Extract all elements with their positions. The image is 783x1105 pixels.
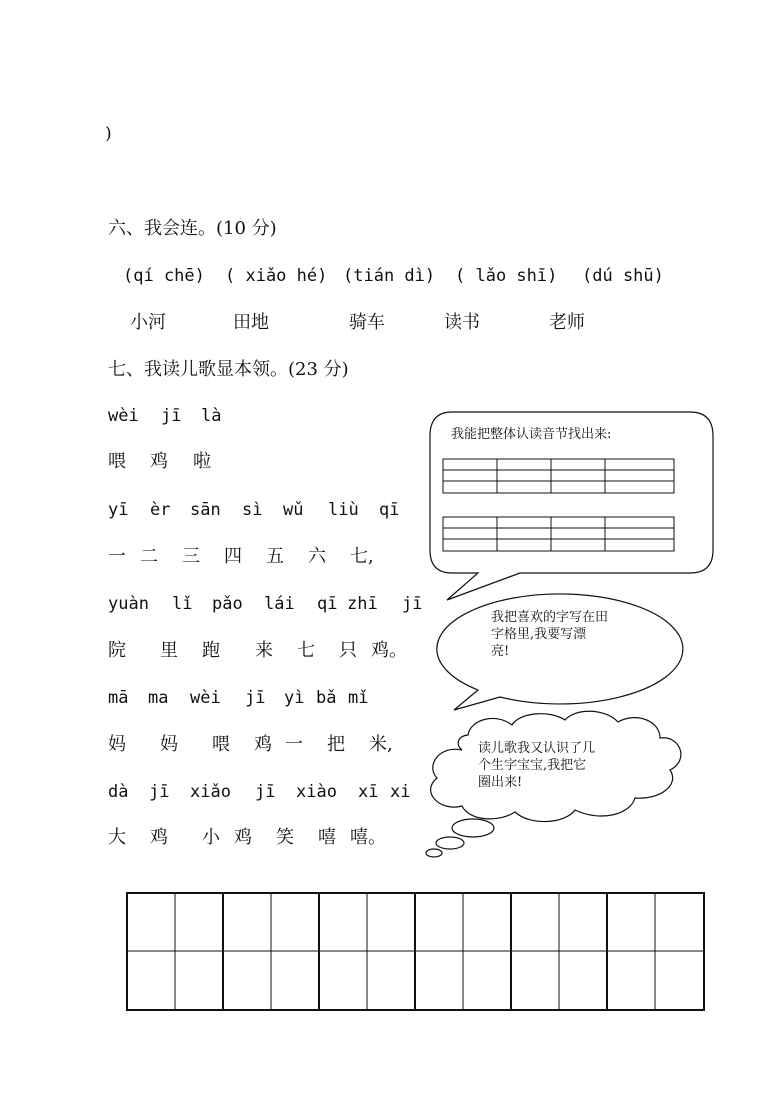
bubble-3-line-3: 圈出来! (478, 775, 523, 790)
word-tian-di: 田地 (233, 312, 269, 333)
poem-pinyin: èr (150, 500, 171, 520)
pinyin-qi-che: (qí chē) (123, 266, 205, 286)
poem-hanzi: 妈 (160, 734, 178, 755)
poem-hanzi: 三 (182, 546, 200, 567)
poem-pinyin: bǎ (316, 688, 337, 708)
pinyin-lao-shi: ( lǎo shī) (455, 266, 558, 286)
poem-hanzi: 米, (369, 734, 393, 755)
poem-pinyin: jī (245, 688, 266, 708)
poem-pinyin: yì (284, 688, 305, 708)
bubble-2-line-3: 亮! (491, 644, 510, 659)
poem-pinyin: ma (148, 688, 169, 708)
poem-hanzi: 一 (285, 734, 303, 755)
poem-pinyin: yuàn (108, 594, 149, 614)
poem-pinyin: jī (161, 406, 182, 426)
bubble-2-line-1: 我把喜欢的字写在田 (491, 610, 609, 625)
poem-pinyin: zhī (347, 594, 378, 614)
poem-pinyin: jī (149, 782, 170, 802)
poem-hanzi: 跑 (202, 640, 220, 661)
tianzige-writing-grid (127, 893, 704, 1010)
bubble-1-text: 我能把整体认读音节找出来: (451, 427, 612, 442)
poem-hanzi: 鸡。 (371, 640, 407, 661)
pinyin-xiao-he: ( xiǎo hé) (225, 266, 328, 286)
poem-pinyin: qī (317, 594, 338, 614)
poem-pinyin: yī (108, 500, 129, 520)
word-du-shu: 读书 (444, 312, 480, 333)
pinyin-tian-di: (tián dì) (343, 266, 436, 286)
section-6-title: 六、我会连。(10 分) (108, 218, 277, 239)
bubble-2-line-2: 字格里,我要写漂 (491, 627, 587, 642)
poem-pinyin: mā (108, 688, 129, 708)
thought-dot-medium (436, 837, 464, 849)
word-qi-che: 骑车 (349, 312, 385, 333)
poem-pinyin: dà (108, 782, 129, 802)
poem-pinyin: pǎo (212, 594, 243, 614)
poem-hanzi: 嘻。 (350, 827, 386, 848)
word-xiao-he: 小河 (130, 312, 166, 333)
poem-hanzi: 五 (266, 546, 284, 567)
poem-hanzi: 喂 (108, 451, 126, 472)
poem-hanzi: 四 (224, 546, 242, 567)
poem-pinyin: xi (390, 782, 411, 802)
poem-hanzi: 妈 (108, 734, 126, 755)
poem-hanzi: 把 (327, 734, 345, 755)
poem-hanzi: 里 (160, 640, 178, 661)
poem-pinyin: jī (255, 782, 276, 802)
pinyin-du-shu: (dú shū) (582, 266, 664, 286)
thought-dot-large (452, 819, 494, 837)
poem-pinyin: lǐ (172, 594, 193, 614)
poem-hanzi: 七 (297, 640, 315, 661)
poem-hanzi: 鸡 (150, 451, 168, 472)
poem-pinyin: jī (402, 594, 423, 614)
poem-pinyin: qī (379, 500, 400, 520)
poem-hanzi: 只 (339, 640, 357, 661)
poem-pinyin: là (201, 406, 222, 426)
poem-pinyin: xī (358, 782, 379, 802)
poem-pinyin: xiào (296, 782, 337, 802)
poem-pinyin: liù (328, 500, 359, 520)
poem-pinyin: lái (264, 594, 295, 614)
poem-hanzi: 大 (108, 827, 126, 848)
poem-hanzi: 二 (140, 546, 158, 567)
poem-pinyin: wǔ (283, 500, 304, 520)
poem-pinyin: xiǎo (190, 782, 231, 802)
word-lao-shi: 老师 (549, 312, 585, 333)
bubble-3-line-1: 读儿歌我又认识了几 (478, 741, 596, 756)
poem-pinyin: wèi (108, 406, 139, 426)
poem-hanzi: 嘻 (318, 827, 336, 848)
poem-hanzi: 鸡 (254, 734, 272, 755)
poem-hanzi: 鸡 (234, 827, 252, 848)
poem-hanzi: 六 (308, 546, 326, 567)
bubble-3-line-2: 个生字宝宝,我把它 (478, 758, 587, 773)
poem-hanzi: 小 (202, 827, 220, 848)
thought-dot-small (426, 849, 442, 857)
poem-pinyin: sì (242, 500, 263, 520)
section-7-title: 七、我读儿歌显本领。(23 分) (108, 359, 349, 380)
poem-hanzi: 鸡 (150, 827, 168, 848)
stray-paren: ) (105, 124, 112, 144)
poem-hanzi: 笑 (276, 827, 294, 848)
poem-hanzi: 喂 (212, 734, 230, 755)
poem-pinyin: wèi (190, 688, 221, 708)
poem-pinyin: mǐ (348, 688, 369, 708)
poem-pinyin: sān (190, 500, 221, 520)
poem-hanzi: 来 (255, 640, 273, 661)
poem-hanzi: 啦 (193, 451, 211, 472)
poem-hanzi: 一 (108, 546, 126, 567)
poem-hanzi: 院 (108, 640, 126, 661)
poem-hanzi: 七, (350, 546, 374, 567)
